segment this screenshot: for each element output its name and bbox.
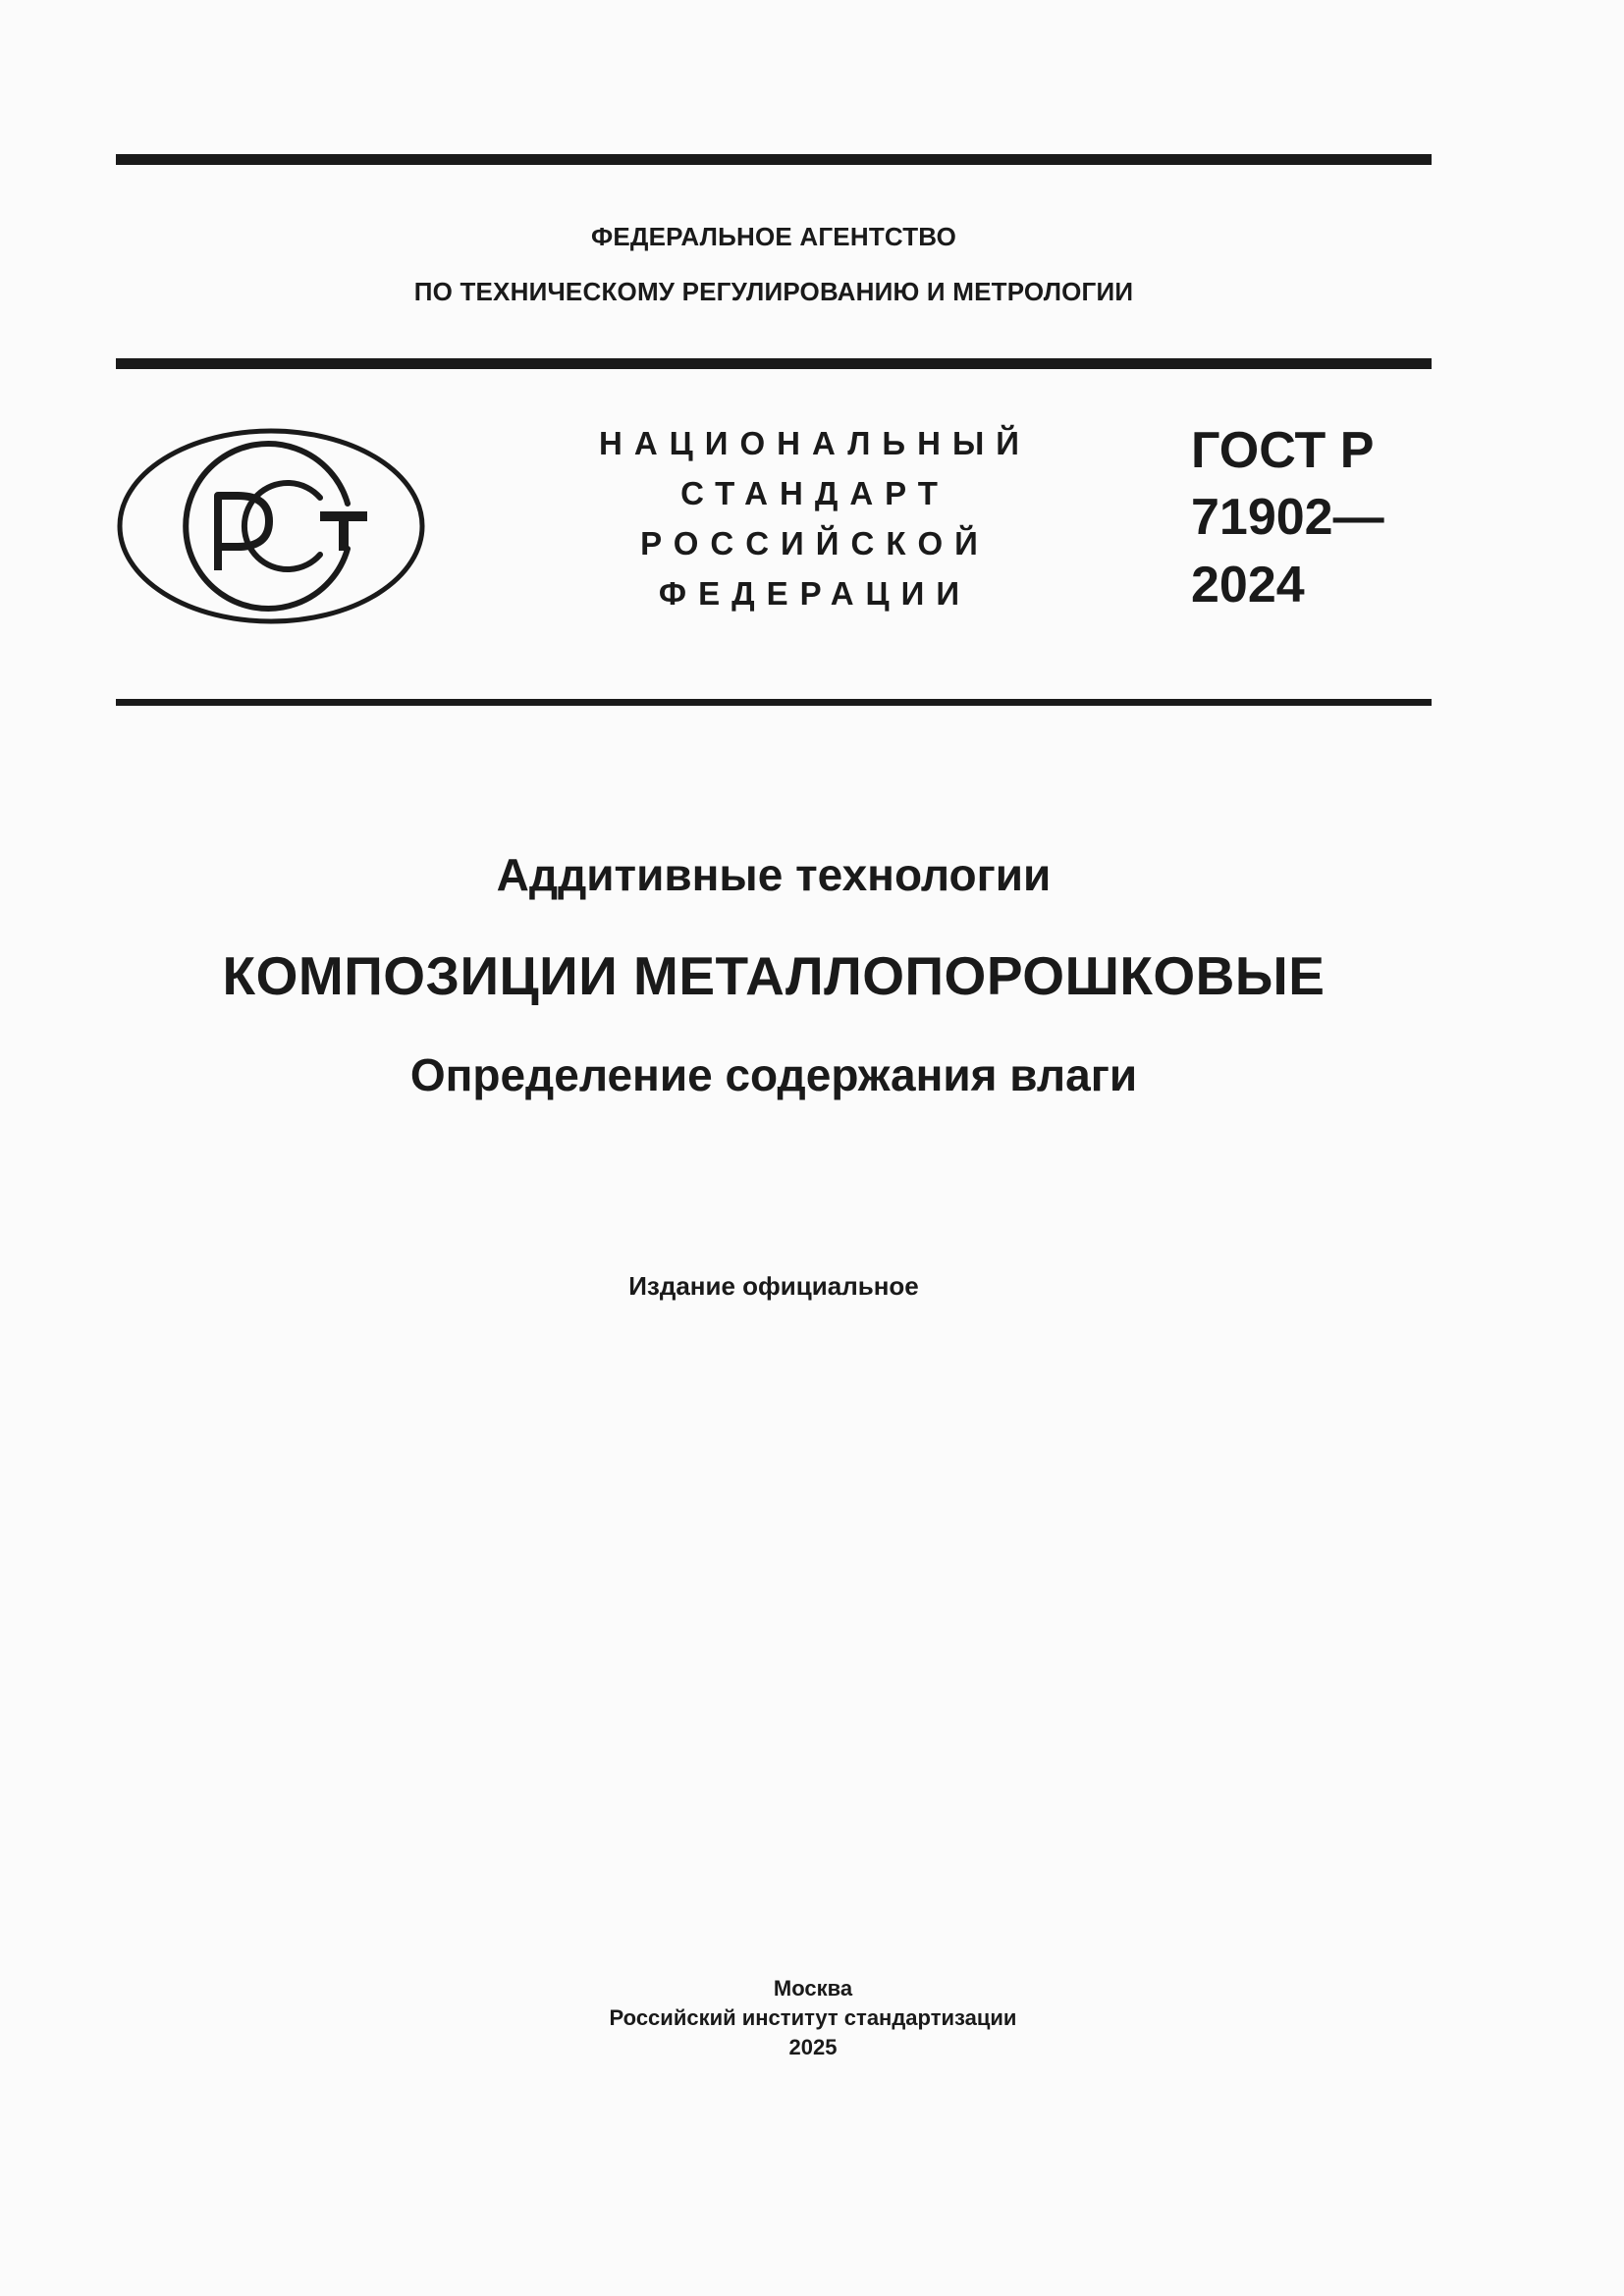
rst-logo-icon xyxy=(116,427,426,625)
standard-designation-line-2: 71902— xyxy=(1191,489,1384,546)
agency-name-line-1: ФЕДЕРАЛЬНОЕ АГЕНТСТВО xyxy=(590,222,957,251)
imprint-city: Москва xyxy=(773,1976,853,2001)
national-standard-line-3: РОССИЙСКОЙ xyxy=(640,525,990,561)
national-standard-line-4: ФЕДЕРАЦИИ xyxy=(658,575,972,612)
standard-designation-line-1: ГОСТ Р xyxy=(1191,422,1375,479)
national-standard-line-2: СТАНДАРТ xyxy=(680,475,949,511)
document-subject: Аддитивные технологии xyxy=(496,849,1052,900)
imprint-year: 2025 xyxy=(788,2035,838,2059)
document-subtitle: Определение содержания влаги xyxy=(409,1049,1138,1100)
imprint-publisher: Российский институт стандартизации xyxy=(609,2005,1017,2030)
bottom-rule xyxy=(116,699,1432,706)
standard-designation-line-3: 2024 xyxy=(1191,557,1305,614)
agency-name-line-2: ПО ТЕХНИЧЕСКОМУ РЕГУЛИРОВАНИЮ И МЕТРОЛОГИИ xyxy=(413,277,1134,306)
top-rule xyxy=(116,154,1432,165)
edition-label: Издание официальное xyxy=(628,1271,919,1301)
middle-rule xyxy=(116,358,1432,369)
national-standard-line-1: НАЦИОНАЛЬНЫЙ xyxy=(599,425,1031,461)
document-title: КОМПОЗИЦИИ МЕТАЛЛОПОРОШКОВЫЕ xyxy=(222,945,1326,1006)
